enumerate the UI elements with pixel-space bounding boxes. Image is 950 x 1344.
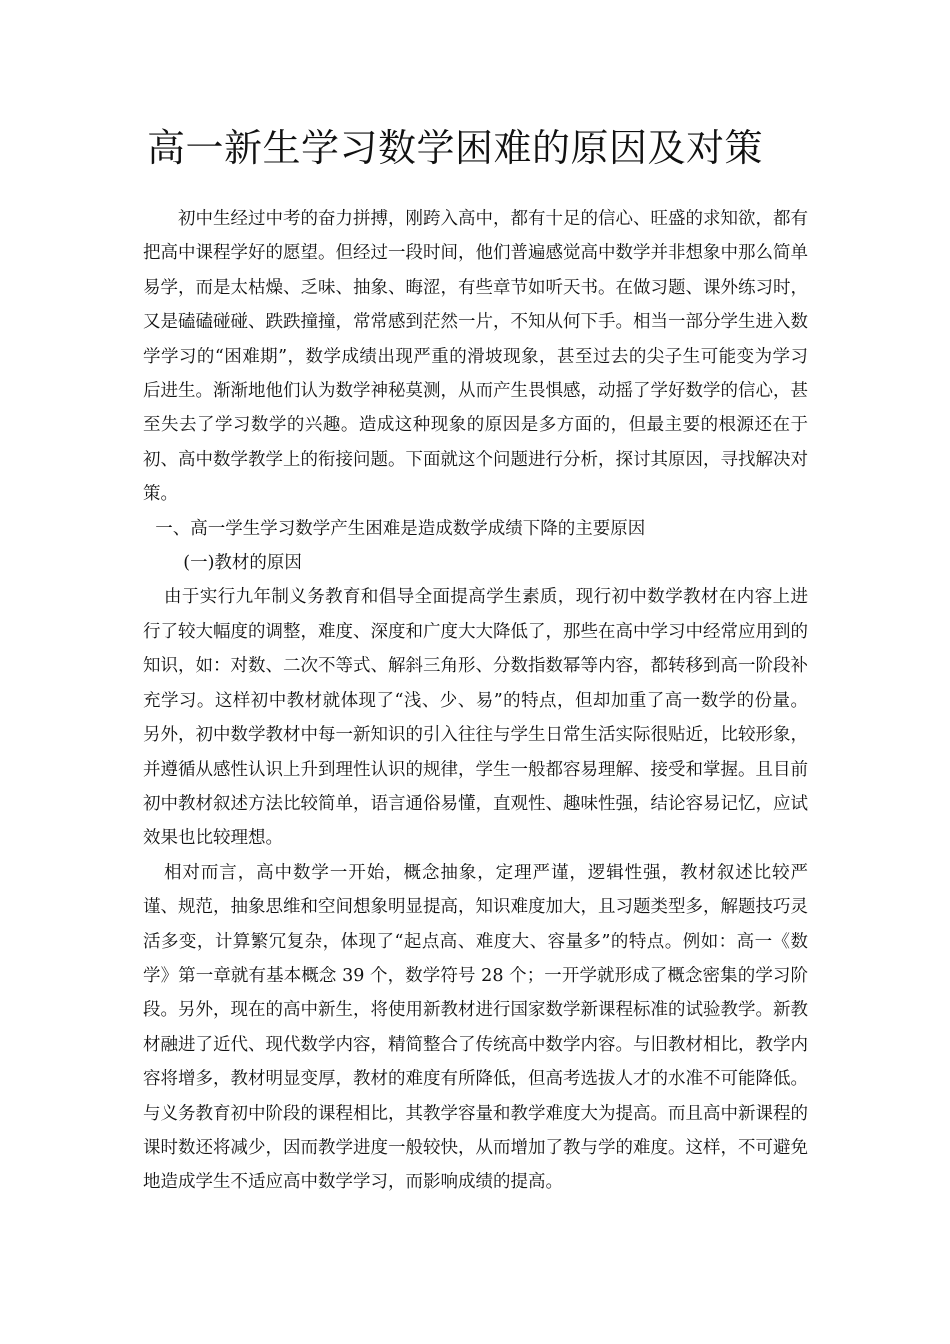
body-paragraph-comparison: 相对而言，高中数学一开始，概念抽象，定理严谨，逻辑性强，教材叙述比较严谨、规范，抽象思维和空间想象明显提高，知识难度加大，且习题类型多，解题技巧灵活多变，计算繁冗复杂，体现了“起点高、难度大、容量多”的特点。例如：高一《数学》第一章就有基本概念 39 个，数学符号 28 个；一开学就形成了概念密集的学习阶段。另外，现在的高中新生，将使用新教材进行国家数学新课程标准的试验教学。新教材融进了近代、现代数学内容，精简整合了传统高中数学内容。与旧教材相比，教学内容将增多，教材明显变厚，教材的难度有所降低，但高考选拔人才的水准不可能降低。与义务教育初中阶段的课程相比，其教学容量和教学难度大为提高。而且高中新课程的课时数还将减少，因而教学进度一般较快，从而增加了教与学的难度。这样，不可避免地造成学生不适应高中数学学习，而影响成绩的提高。 [143,862,808,1193]
document-body [143,202,808,1200]
intro-paragraph: 初中生经过中考的奋力拼搏，刚跨入高中，都有十足的信心、旺盛的求知欲，都有把高中课程学好的愿望。但经过一段时间，他们普遍感觉高中数学并非想象中那么简单易学，而是太枯燥、乏味、抽象、晦涩，有些章节如听天书。在做习题、课外练习时，又是磕磕碰碰、跌跌撞撞，常常感到茫然一片，不知从何下手。相当一部分学生进入数学学习的“困难期”，数学成绩出现严重的滑坡现象，甚至过去的尖子生可能变为学习后进生。渐渐地他们认为数学神秘莫测，从而产生畏惧感，动摇了学好数学的信心，甚至失去了学习数学的兴趣。造成这种现象的原因是多方面的，但最主要的根源还在于初、高中数学教学上的衔接问题。下面就这个问题进行分析，探讨其原因，寻找解决对策。 [143,209,808,505]
body-paragraph-textbook: 由于实行九年制义务教育和倡导全面提高学生素质，现行初中数学教材在内容上进行了较大幅度的调整，难度、深度和广度大大降低了，那些在高中学习中经常应用到的知识，如：对数、二次不等式、解斜三角形、分数指数幂等内容，都转移到高一阶段补充学习。这样初中教材就体现了“浅、少、易”的特点，但却加重了高一数学的份量。另外，初中数学教材中每一新知识的引入往往与学生日常生活实际很贴近，比较形象，并遵循从感性认识上升到理性认识的规律，学生一般都容易理解、接受和掌握。且目前初中教材叙述方法比较简单，语言通俗易懂，直观性、趣味性强，结论容易记忆，应试效果也比较理想。 [143,587,808,849]
document-title: 高一新生学习数学困难的原因及对策 [147,126,764,171]
section-heading: 一、高一学生学习数学产生困难是造成数学成绩下降的主要原因 [155,518,646,539]
subsection-heading: (一)教材的原因 [183,553,302,574]
